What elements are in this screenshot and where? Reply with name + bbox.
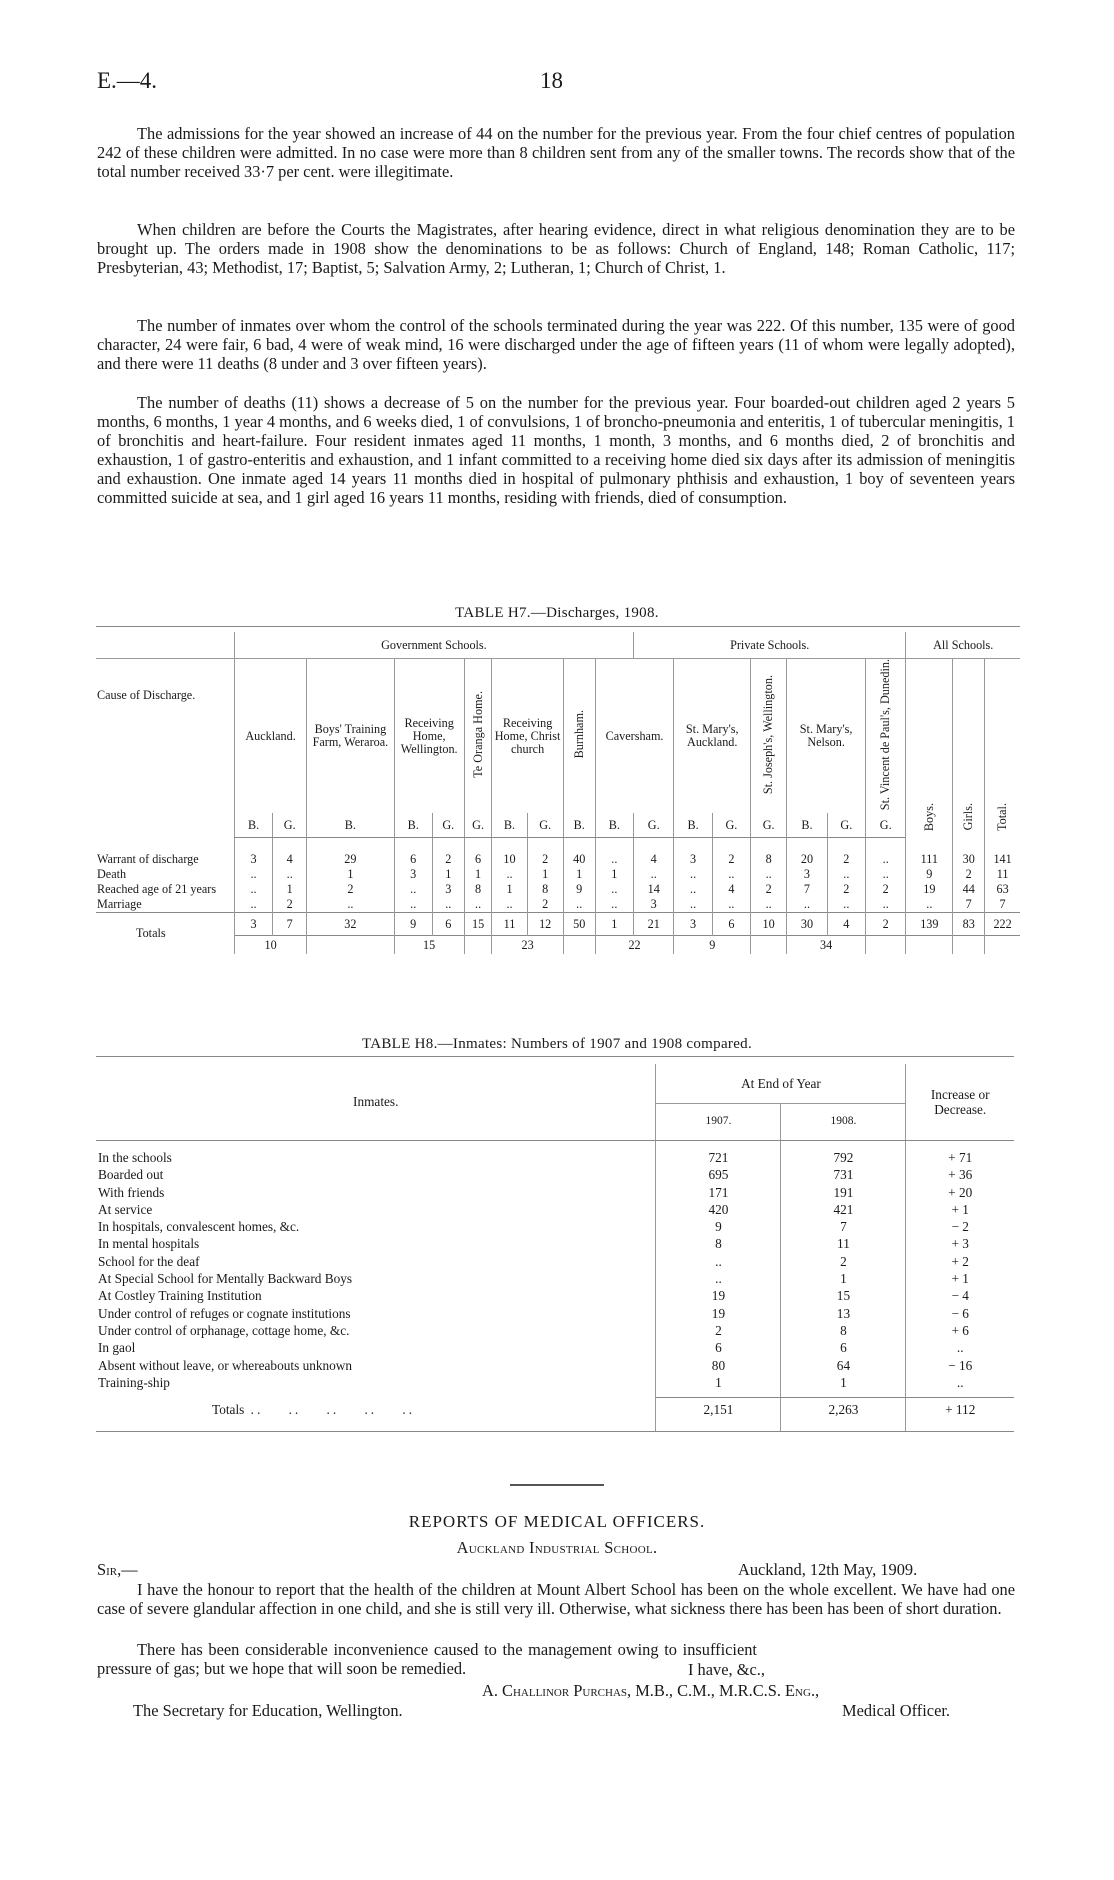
inmate-category: Under control of refuges or cognate institutions bbox=[96, 1305, 656, 1322]
inmate-category: In the schools bbox=[96, 1149, 656, 1166]
table-cell: 2 bbox=[827, 838, 865, 868]
table-cell: .. bbox=[656, 1253, 781, 1270]
table-cell: .. bbox=[394, 897, 432, 913]
combined-caversham: 22 bbox=[595, 936, 674, 955]
table-cell: .. bbox=[307, 897, 394, 913]
total-cell: 6 bbox=[432, 913, 464, 936]
table-row bbox=[96, 1339, 1014, 1356]
bg-label: G. bbox=[527, 813, 563, 838]
table-cell: 2 bbox=[527, 897, 563, 913]
table-cell: 1 bbox=[527, 867, 563, 882]
table-cell: 13 bbox=[781, 1305, 906, 1322]
table-cell: 7 bbox=[953, 897, 985, 913]
table-cell: 1 bbox=[781, 1374, 906, 1391]
table-cell: − 6 bbox=[951, 1305, 969, 1321]
school-wellington: Receiving Home, Wellington. bbox=[394, 659, 464, 814]
table-cell: .. bbox=[563, 897, 595, 913]
table-cell: 3 bbox=[674, 838, 712, 868]
table-cell: 6 bbox=[781, 1339, 906, 1356]
table-cell: 695 bbox=[656, 1166, 781, 1183]
table-row bbox=[96, 1201, 1014, 1218]
table-cell: 2 bbox=[527, 838, 563, 868]
total-cell: 12 bbox=[527, 913, 563, 936]
table-cell: 8 bbox=[527, 882, 563, 897]
table-cell: 1 bbox=[781, 1270, 906, 1287]
table-cell: 2 bbox=[781, 1253, 906, 1270]
total-cell: 9 bbox=[394, 913, 432, 936]
combined-wellington: 15 bbox=[394, 936, 464, 955]
table-cell: .. bbox=[273, 867, 307, 882]
table-cell: .. bbox=[956, 1374, 964, 1390]
combined-christchurch: 23 bbox=[492, 936, 563, 955]
inmate-category: Boarded out bbox=[96, 1166, 656, 1183]
inmate-category: In mental hospitals bbox=[96, 1235, 656, 1252]
total-cell: 1 bbox=[595, 913, 633, 936]
school-st-vincent: St. Vincent de Paul's, Dunedin. bbox=[878, 659, 893, 811]
table-cell: 15 bbox=[781, 1287, 906, 1304]
table-cell: 1 bbox=[492, 882, 527, 897]
school-auckland: Auckland. bbox=[234, 659, 306, 814]
table-cell: 4 bbox=[633, 838, 673, 868]
table-cell: 80 bbox=[656, 1357, 781, 1374]
table-cell: 2 bbox=[432, 838, 464, 868]
table-cell: .. bbox=[674, 867, 712, 882]
cause-label: Warrant of discharge bbox=[97, 851, 199, 866]
bg-label: B. bbox=[307, 813, 394, 838]
inmate-category: In gaol bbox=[96, 1339, 656, 1356]
table-cell: .. bbox=[787, 897, 827, 913]
table-cell: 7 bbox=[985, 897, 1020, 913]
totals-label: Totals bbox=[96, 913, 234, 955]
table-cell: 1 bbox=[273, 882, 307, 897]
table-cell: 30 bbox=[953, 838, 985, 868]
cause-header: Cause of Discharge. bbox=[97, 688, 196, 702]
table-cell: 3 bbox=[394, 867, 432, 882]
table-cell: 8 bbox=[751, 838, 787, 868]
school-christchurch: Receiving Home, Christ church bbox=[492, 659, 563, 814]
bg-label: G. bbox=[464, 813, 492, 838]
report-place-date: Auckland, 12th May, 1909. bbox=[738, 1560, 918, 1579]
table-cell: 4 bbox=[712, 882, 750, 897]
school-st-marys-auckland: St. Mary's, Auckland. bbox=[674, 659, 751, 814]
report-title: REPORTS OF MEDICAL OFFICERS. bbox=[408, 1512, 706, 1531]
table-cell: + 2 bbox=[951, 1253, 969, 1269]
cause-label: Marriage bbox=[97, 897, 142, 912]
table-cell: 2 bbox=[712, 838, 750, 868]
table-h8-top-rule bbox=[96, 1056, 1014, 1057]
table-cell: 10 bbox=[492, 838, 527, 868]
table-cell: 1 bbox=[464, 867, 492, 882]
total-cell: 10 bbox=[751, 913, 787, 936]
paragraph-admissions: The admissions for the year showed an increase of 44 on the number for the previous year. From the four chief centres of population 242 of these children were admitted. In no case were more than 8 children sent from any of the smaller towns. The records show that of the total number received 33·7 per cent. were illegitimate. bbox=[97, 124, 1015, 182]
cause-label: Reached age of 21 years bbox=[97, 882, 217, 897]
table-row bbox=[96, 1270, 1014, 1287]
col-1908: 1908. bbox=[781, 1103, 906, 1141]
inmate-category: With friends bbox=[96, 1184, 656, 1201]
table-row bbox=[96, 867, 1020, 882]
table-cell: 7 bbox=[787, 882, 827, 897]
table-cell: .. bbox=[595, 897, 633, 913]
table-cell: .. bbox=[492, 897, 527, 913]
table-cell: 11 bbox=[985, 867, 1020, 882]
table-cell: .. bbox=[751, 867, 787, 882]
table-cell: 7 bbox=[781, 1218, 906, 1235]
col-girls: Girls. bbox=[961, 803, 976, 831]
table-cell: 19 bbox=[656, 1305, 781, 1322]
table-cell: 1 bbox=[595, 867, 633, 882]
total-cell: 3 bbox=[234, 913, 272, 936]
bg-label: B. bbox=[595, 813, 633, 838]
table-cell: 2 bbox=[307, 882, 394, 897]
table-h7-discharges bbox=[96, 632, 1020, 954]
table-h8-body bbox=[96, 1149, 1014, 1391]
table-cell: .. bbox=[464, 897, 492, 913]
school-weraroa: Boys' Training Farm, Weraroa. bbox=[307, 659, 394, 814]
paragraph-terminations: The number of inmates over whom the control of the schools terminated during the year was 222. Of this number, 135 were of good character, 24 were fair, 6 bad, 4 were of weak mind, 16 were discharged under the age of fifteen years (11 of whom were legally adopted), and there were 11 deaths (8 under and 3 over fifteen years). bbox=[97, 316, 1015, 374]
table-cell: .. bbox=[633, 867, 673, 882]
col-1907: 1907. bbox=[656, 1103, 781, 1141]
table-cell: + 1 bbox=[951, 1201, 969, 1217]
table-cell: + 20 bbox=[948, 1184, 973, 1200]
table-cell: 63 bbox=[985, 882, 1020, 897]
table-cell: 40 bbox=[563, 838, 595, 868]
table-cell: 1 bbox=[432, 867, 464, 882]
table-cell: 9 bbox=[656, 1218, 781, 1235]
table-cell: .. bbox=[234, 882, 272, 897]
table-cell: 2 bbox=[865, 882, 905, 897]
table-cell: .. bbox=[595, 882, 633, 897]
table-row bbox=[96, 1166, 1014, 1183]
table-cell: .. bbox=[656, 1270, 781, 1287]
school-st-josephs: St. Joseph's, Wellington. bbox=[761, 675, 776, 795]
table-cell: 8 bbox=[464, 882, 492, 897]
table-cell: 20 bbox=[787, 838, 827, 868]
table-cell: 3 bbox=[787, 867, 827, 882]
inmate-category: At Special School for Mentally Backward Boys bbox=[96, 1270, 656, 1287]
table-cell: .. bbox=[906, 897, 953, 913]
page-reference: E.—4. bbox=[97, 68, 158, 93]
combined-auckland: 10 bbox=[234, 936, 306, 955]
table-h7-totals-row bbox=[96, 913, 1020, 936]
table-cell: + 1 bbox=[951, 1271, 969, 1287]
inmate-category: Absent without leave, or whereabouts unknown bbox=[96, 1357, 656, 1374]
bg-label: G. bbox=[633, 813, 673, 838]
table-cell: 1 bbox=[563, 867, 595, 882]
table-cell: 11 bbox=[781, 1235, 906, 1252]
table-cell: 8 bbox=[781, 1322, 906, 1339]
table-cell: 2 bbox=[827, 882, 865, 897]
total-cell: 139 bbox=[906, 913, 953, 936]
table-cell: .. bbox=[865, 897, 905, 913]
table-cell: 421 bbox=[781, 1201, 906, 1218]
col-increase-decrease: Increase or Decrease. bbox=[906, 1064, 1014, 1141]
bg-label: B. bbox=[492, 813, 527, 838]
school-caversham: Caversham. bbox=[595, 659, 674, 814]
table-cell: .. bbox=[394, 882, 432, 897]
table-cell: .. bbox=[674, 897, 712, 913]
report-salutation: Sir,— bbox=[97, 1560, 138, 1579]
group-private-schools: Private Schools. bbox=[633, 632, 905, 659]
table-cell: 1 bbox=[307, 867, 394, 882]
report-role: Medical Officer. bbox=[842, 1701, 951, 1720]
bg-label: G. bbox=[865, 813, 905, 838]
table-cell: 2 bbox=[656, 1322, 781, 1339]
table-cell: 2 bbox=[953, 867, 985, 882]
table-cell: .. bbox=[712, 897, 750, 913]
h8-total-1908: 2,263 bbox=[781, 1397, 906, 1421]
school-burnham: Burnham. bbox=[571, 710, 586, 759]
col-inmates: Inmates. bbox=[96, 1064, 656, 1141]
table-cell: 141 bbox=[985, 838, 1020, 868]
table-cell: .. bbox=[827, 867, 865, 882]
bg-label: B. bbox=[674, 813, 712, 838]
cause-label: Death bbox=[97, 867, 127, 882]
combined-st-marys-nelson: 34 bbox=[787, 936, 866, 955]
table-cell: − 16 bbox=[948, 1357, 973, 1373]
table-cell: .. bbox=[674, 882, 712, 897]
table-cell: 3 bbox=[432, 882, 464, 897]
table-row bbox=[96, 1218, 1014, 1235]
table-row bbox=[96, 1149, 1014, 1166]
table-cell: 9 bbox=[563, 882, 595, 897]
table-cell: 6 bbox=[394, 838, 432, 868]
total-cell: 11 bbox=[492, 913, 527, 936]
table-cell: .. bbox=[712, 867, 750, 882]
bg-label: G. bbox=[432, 813, 464, 838]
table-row bbox=[96, 838, 1020, 868]
report-addressee: The Secretary for Education, Wellington. bbox=[133, 1701, 403, 1720]
total-cell: 30 bbox=[787, 913, 827, 936]
total-cell: 2 bbox=[865, 913, 905, 936]
total-cell: 21 bbox=[633, 913, 673, 936]
table-cell: 171 bbox=[656, 1184, 781, 1201]
col-total: Total. bbox=[995, 802, 1010, 831]
total-cell: 7 bbox=[273, 913, 307, 936]
table-cell: 19 bbox=[906, 882, 953, 897]
page-number: 18 bbox=[540, 68, 563, 93]
school-te-oranga: Te Oranga Home. bbox=[470, 691, 485, 778]
table-cell: 792 bbox=[781, 1149, 906, 1166]
table-cell: 1 bbox=[656, 1374, 781, 1391]
table-cell: 4 bbox=[273, 838, 307, 868]
school-st-marys-nelson: St. Mary's, Nelson. bbox=[787, 659, 866, 814]
bg-label: G. bbox=[712, 813, 750, 838]
table-h7-top-rule bbox=[96, 626, 1020, 627]
bg-label: B. bbox=[563, 813, 595, 838]
table-h7-combined-row bbox=[96, 936, 1020, 955]
combined-st-marys-auckland: 9 bbox=[674, 936, 751, 955]
report-paragraph-2: There has been considerable inconvenience caused to the management owing to insufficient pressure of gas; but we hope that will soon be remedied. bbox=[97, 1640, 757, 1679]
bg-label: B. bbox=[394, 813, 432, 838]
table-cell: .. bbox=[432, 897, 464, 913]
table-row bbox=[96, 897, 1020, 913]
table-row bbox=[96, 1357, 1014, 1374]
table-cell: 9 bbox=[906, 867, 953, 882]
group-all-schools: All Schools. bbox=[906, 632, 1020, 659]
total-cell: 15 bbox=[464, 913, 492, 936]
inmate-category: In hospitals, convalescent homes, &c. bbox=[96, 1218, 656, 1235]
table-cell: .. bbox=[595, 838, 633, 868]
table-cell: 2 bbox=[751, 882, 787, 897]
group-government-schools: Government Schools. bbox=[234, 632, 633, 659]
table-row bbox=[96, 1287, 1014, 1304]
table-cell: 14 bbox=[633, 882, 673, 897]
table-cell: 6 bbox=[464, 838, 492, 868]
inmate-category: At service bbox=[96, 1201, 656, 1218]
table-cell: .. bbox=[492, 867, 527, 882]
section-divider bbox=[510, 1484, 604, 1486]
table-cell: + 6 bbox=[951, 1322, 969, 1338]
inmate-category: At Costley Training Institution bbox=[96, 1287, 656, 1304]
table-cell: 44 bbox=[953, 882, 985, 897]
table-cell: .. bbox=[751, 897, 787, 913]
table-cell: + 36 bbox=[948, 1167, 973, 1183]
total-cell: 4 bbox=[827, 913, 865, 936]
col-boys: Boys. bbox=[921, 802, 936, 831]
table-h7-body bbox=[96, 838, 1020, 913]
report-signature: A. Challinor Purchas, M.B., C.M., M.R.C.S. Eng., bbox=[482, 1681, 820, 1700]
total-cell: 222 bbox=[985, 913, 1020, 936]
table-h8-inmates bbox=[96, 1064, 1014, 1432]
h8-totals-label: Totals bbox=[212, 1401, 245, 1417]
table-row bbox=[96, 1184, 1014, 1201]
table-row bbox=[96, 1322, 1014, 1339]
report-paragraph-1: I have the honour to report that the health of the children at Mount Albert School has been on the whole excellent. We have had one case of severe glandular affection in one child, and she is still very ill. Otherwise, what sickness there has been has been of short duration. bbox=[97, 1580, 1015, 1619]
table-cell: .. bbox=[234, 897, 272, 913]
table-cell: 3 bbox=[633, 897, 673, 913]
bg-label: G. bbox=[751, 813, 787, 838]
table-cell: 64 bbox=[781, 1357, 906, 1374]
h8-total-1907: 2,151 bbox=[656, 1397, 781, 1421]
bg-label: B. bbox=[234, 813, 272, 838]
report-subtitle: Auckland Industrial School. bbox=[456, 1538, 658, 1557]
paragraph-denominations: When children are before the Courts the Magistrates, after hearing evidence, direct in what religious denomination they are to be brought up. The orders made in 1908 show the denominations to be as follows: Church of England, 148; Roman Catholic, 117; Presbyterian, 43; Methodist, 17; Baptist, 5; Salvation Army, 2; Lutheran, 1; Church of Christ, 1. bbox=[97, 220, 1015, 278]
table-row bbox=[96, 1305, 1014, 1322]
total-cell: 32 bbox=[307, 913, 394, 936]
table-h7-caption: TABLE H7.—Discharges, 1908. bbox=[455, 605, 659, 621]
table-cell: 191 bbox=[781, 1184, 906, 1201]
table-cell: 731 bbox=[781, 1166, 906, 1183]
table-cell: .. bbox=[234, 867, 272, 882]
table-cell: .. bbox=[865, 867, 905, 882]
table-row bbox=[96, 1235, 1014, 1252]
table-cell: − 2 bbox=[951, 1219, 969, 1235]
table-cell: 2 bbox=[273, 897, 307, 913]
col-end-of-year: At End of Year bbox=[656, 1064, 906, 1103]
inmate-category: School for the deaf bbox=[96, 1253, 656, 1270]
bg-label: G. bbox=[827, 813, 865, 838]
table-row bbox=[96, 882, 1020, 897]
table-h8-caption: TABLE H8.—Inmates: Numbers of 1907 and 1908 compared. bbox=[361, 1036, 753, 1052]
table-cell: + 3 bbox=[951, 1236, 969, 1252]
bg-label: G. bbox=[273, 813, 307, 838]
table-row bbox=[96, 1374, 1014, 1391]
table-cell: − 4 bbox=[951, 1288, 969, 1304]
total-cell: 83 bbox=[953, 913, 985, 936]
table-cell: .. bbox=[956, 1340, 964, 1356]
table-row bbox=[96, 1253, 1014, 1270]
total-cell: 6 bbox=[712, 913, 750, 936]
bg-label: B. bbox=[787, 813, 827, 838]
table-cell: 19 bbox=[656, 1287, 781, 1304]
table-cell: 111 bbox=[906, 838, 953, 868]
paragraph-deaths: The number of deaths (11) shows a decrease of 5 on the number for the previous year. Four boarded-out children aged 2 years 5 months, 6 months, 1 year 4 months, and 6 weeks died, 1 of convulsions, 1 of broncho-pneumonia and enteritis, 1 of tubercular meningitis, 1 of bronchitis and heart-failure. Four resident inmates aged 11 months, 1 month, 3 months, and 6 months died, 2 of bronchitis and exhaustion, 1 of gastro-enteritis and exhaustion, and 1 infant committed to a receiving home died six days after its admission of meningitis and exhaustion. One inmate aged 14 years 11 months died in hospital of pulmonary phthisis and exhaustion, 1 boy of seventeen years committed suicide at sea, and 1 girl aged 16 years 11 months, residing with friends, died of consumption. bbox=[97, 393, 1015, 508]
inmate-category: Training-ship bbox=[96, 1374, 656, 1391]
table-cell: 8 bbox=[656, 1235, 781, 1252]
total-cell: 50 bbox=[563, 913, 595, 936]
table-cell: 420 bbox=[656, 1201, 781, 1218]
table-cell: .. bbox=[827, 897, 865, 913]
table-cell: + 71 bbox=[948, 1150, 973, 1165]
report-closing: I have, &c., bbox=[688, 1660, 765, 1679]
table-h8-totals-row: Totals .. .. .. .. .. 2,151 2,263 + 112 bbox=[96, 1397, 1014, 1421]
inmate-category: Under control of orphanage, cottage home, &c. bbox=[96, 1322, 656, 1339]
h8-total-change: + 112 bbox=[945, 1401, 976, 1417]
total-cell: 3 bbox=[674, 913, 712, 936]
table-cell: 721 bbox=[656, 1149, 781, 1166]
table-cell: 3 bbox=[234, 838, 272, 868]
table-cell: .. bbox=[865, 838, 905, 868]
table-cell: 29 bbox=[307, 838, 394, 868]
table-cell: 6 bbox=[656, 1339, 781, 1356]
